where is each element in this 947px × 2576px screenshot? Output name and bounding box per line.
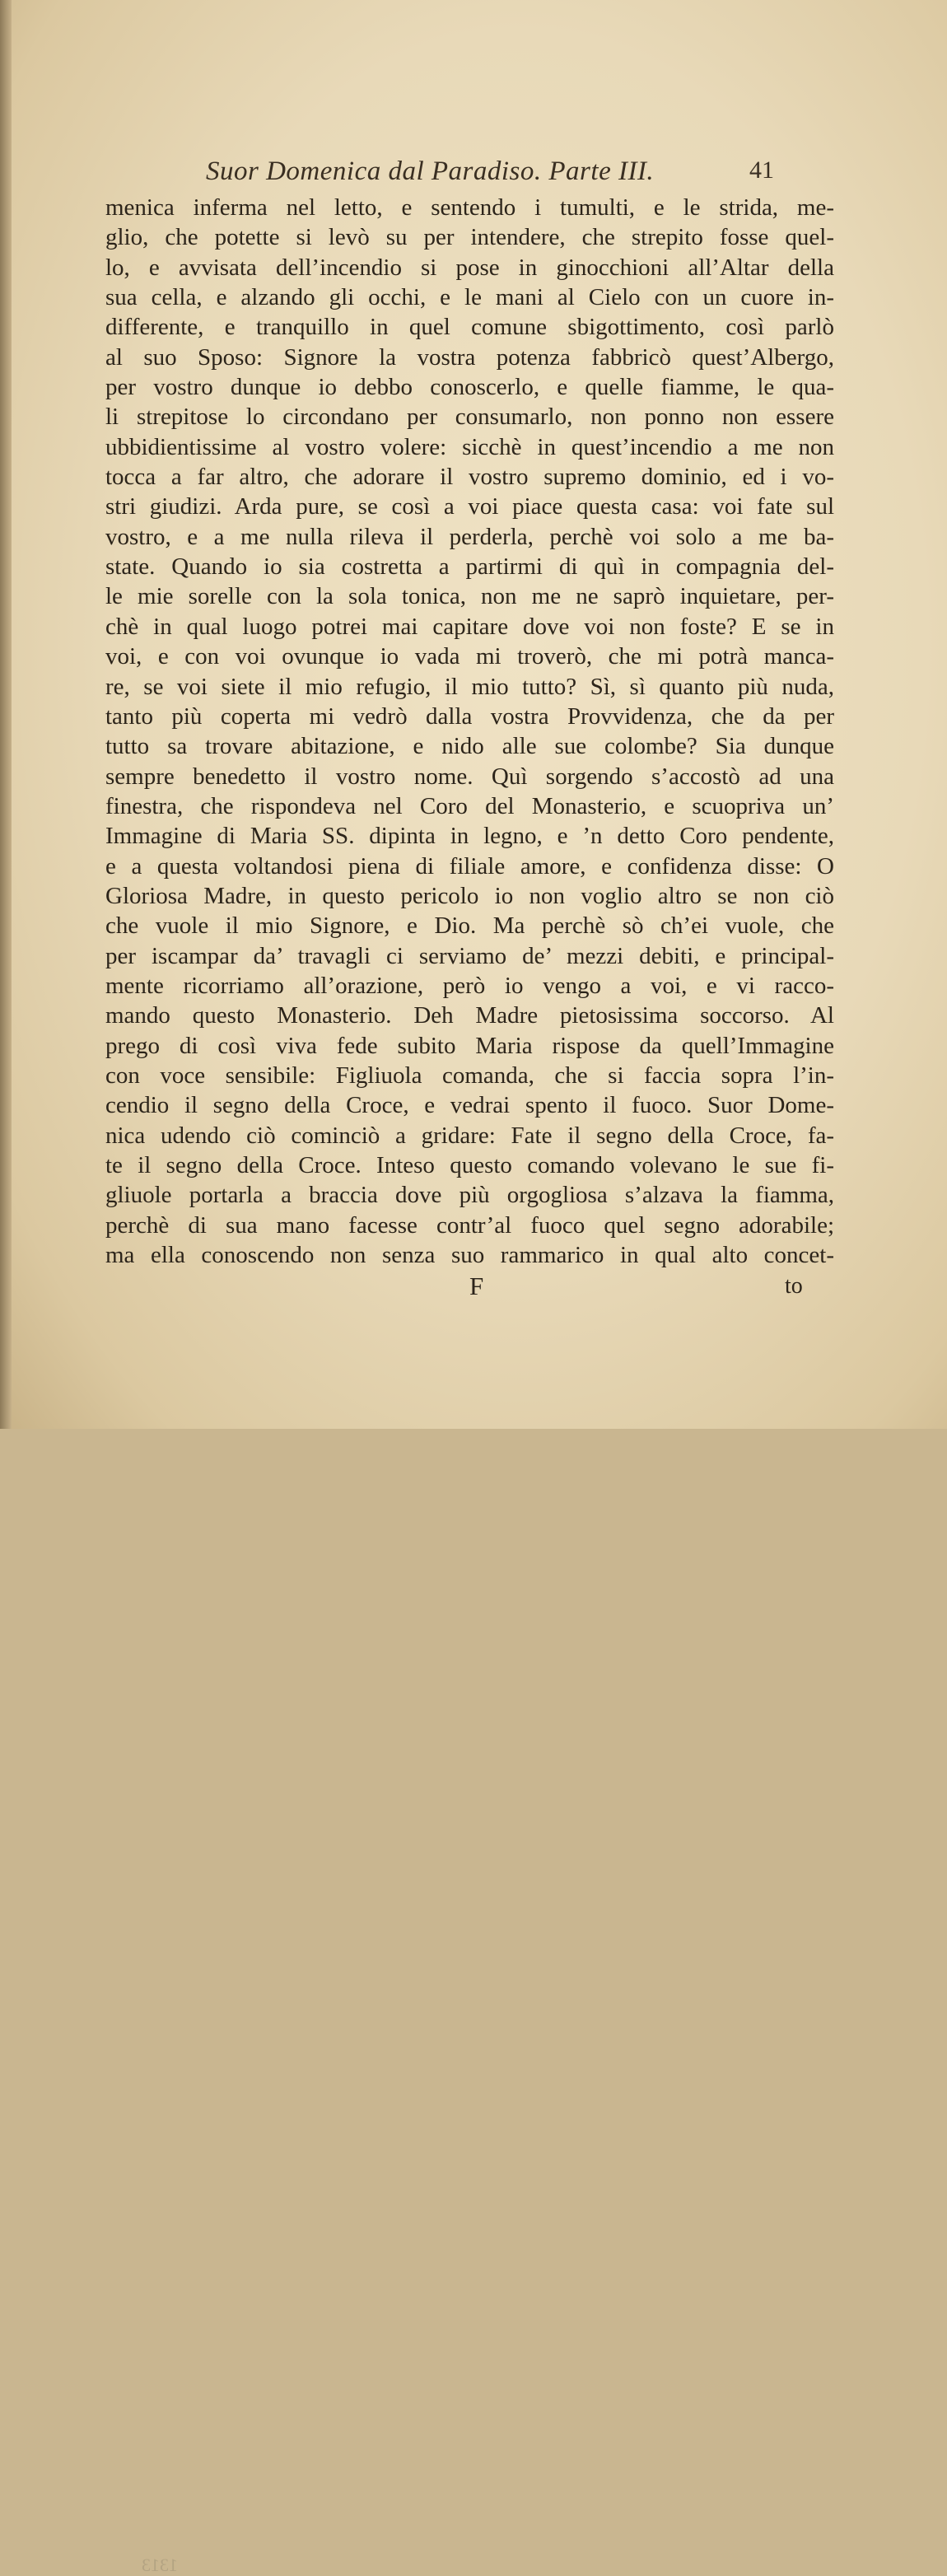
- text-line: chè in qual luogo potrei mai capitare dove voi non foste? E se in: [105, 613, 834, 640]
- text-line: differente, e tranquillo in quel comune sbigottimento, così parlò: [105, 314, 834, 341]
- text-line: tocca a far altro, che adorare il vostro supremo dominio, ed i vo-: [105, 464, 834, 491]
- bleed-through-text: 1313: [142, 2555, 178, 2575]
- signature-mark: F: [469, 1272, 484, 1300]
- text-line: gliuole portarla a braccia dove più orgogliosa s’alzava la fiamma,: [105, 1182, 834, 1209]
- text-line: re, se voi siete il mio refugio, il mio tutto? Sì, sì quanto più nuda,: [105, 673, 834, 700]
- text-line: finestra, che rispondeva nel Coro del Monasterio, e scuopriva un’: [105, 792, 834, 819]
- binding-edge: [0, 0, 12, 1429]
- text-line: per iscampar da’ travagli ci serviamo de’ mezzi debiti, e principal-: [105, 942, 834, 969]
- page-header: [206, 156, 774, 189]
- text-line: stri giudizi. Arda pure, se così a voi piace questa casa: voi fate sul: [105, 493, 834, 520]
- text-line: Immagine di Maria SS. dipinta in legno, e ’n detto Coro pendente,: [105, 823, 834, 850]
- text-line: li strepitose lo circondano per consumarlo, non ponno non essere: [105, 404, 834, 431]
- text-line: nica udendo ciò cominciò a gridare: Fate il segno della Croce, fa-: [105, 1122, 834, 1149]
- text-line: perchè di sua mano facesse contr’al fuoco quel segno adorabile;: [105, 1211, 834, 1239]
- text-line: con voce sensibile: Figliuola comanda, che si faccia sopra l’in-: [105, 1062, 834, 1089]
- text-line: che vuole il mio Signore, e Dio. Ma perchè sò ch’ei vuole, che: [105, 912, 834, 940]
- text-line: prego di così viva fede subito Maria rispose da quell’Immagine: [105, 1032, 834, 1059]
- text-line: tanto più coperta mi vedrò dalla vostra Provvidenza, che da per: [105, 702, 834, 730]
- text-line: state. Quando io sia costretta a partirmi di quì in compagnia del-: [105, 553, 834, 581]
- text-line: sua cella, e alzando gli occhi, e le mani al Cielo con un cuore in-: [105, 284, 834, 311]
- text-line: le mie sorelle con la sola tonica, non me ne saprò inquietare, per-: [105, 583, 834, 610]
- text-line: Gloriosa Madre, in questo pericolo io non voglio altro se non ciò: [105, 882, 834, 909]
- text-line: sempre benedetto il vostro nome. Quì sorgendo s’accostò ad una: [105, 763, 834, 790]
- running-title: Suor Domenica dal Paradiso. Parte III.: [206, 156, 655, 186]
- text-line: tutto sa trovare abitazione, e nido alle sue colombe? Sia dunque: [105, 733, 834, 760]
- text-line: vostro, e a me nulla rileva il perderla, perchè voi solo a me ba-: [105, 523, 834, 550]
- text-line: glio, che potette si levò su per intendere, che strepito fosse quel-: [105, 224, 834, 251]
- text-line: e a questa voltandosi piena di filiale amore, e confidenza disse: O: [105, 852, 834, 880]
- text-line: al suo Sposo: Signore la vostra potenza fabbricò quest’Albergo,: [105, 343, 834, 371]
- text-line: te il segno della Croce. Inteso questo comando volevano le sue fi-: [105, 1152, 834, 1178]
- text-line: cendio il segno della Croce, e vedrai spento il fuoco. Suor Dome-: [105, 1092, 834, 1119]
- catchword: to: [785, 1273, 803, 1299]
- text-line: mente ricorriamo all’orazione, però io vengo a voi, e vi racco-: [105, 972, 834, 999]
- body-text: [105, 193, 834, 1270]
- text-line: ubbidientissime al vostro volere: sicchè in quest’incendio a me non: [105, 433, 834, 460]
- text-line: menica inferma nel letto, e sentendo i tumulti, e le strida, me-: [105, 194, 834, 221]
- text-line: per vostro dunque io debbo conoscerlo, e quelle fiamme, le qua-: [105, 374, 834, 401]
- text-line: mando questo Monasterio. Deh Madre pietosissima soccorso. Al: [105, 1002, 834, 1029]
- text-line: lo, e avvisata dell’incendio si pose in ginocchioni all’Altar della: [105, 254, 834, 281]
- page-number: 41: [749, 156, 774, 184]
- text-line: voi, e con voi ovunque io vada mi troverò, che mi potrà manca-: [105, 643, 834, 670]
- page-footer: [0, 1272, 947, 2575]
- text-line: ma ella conoscendo non senza suo rammarico in qual alto concet-: [105, 1242, 834, 1269]
